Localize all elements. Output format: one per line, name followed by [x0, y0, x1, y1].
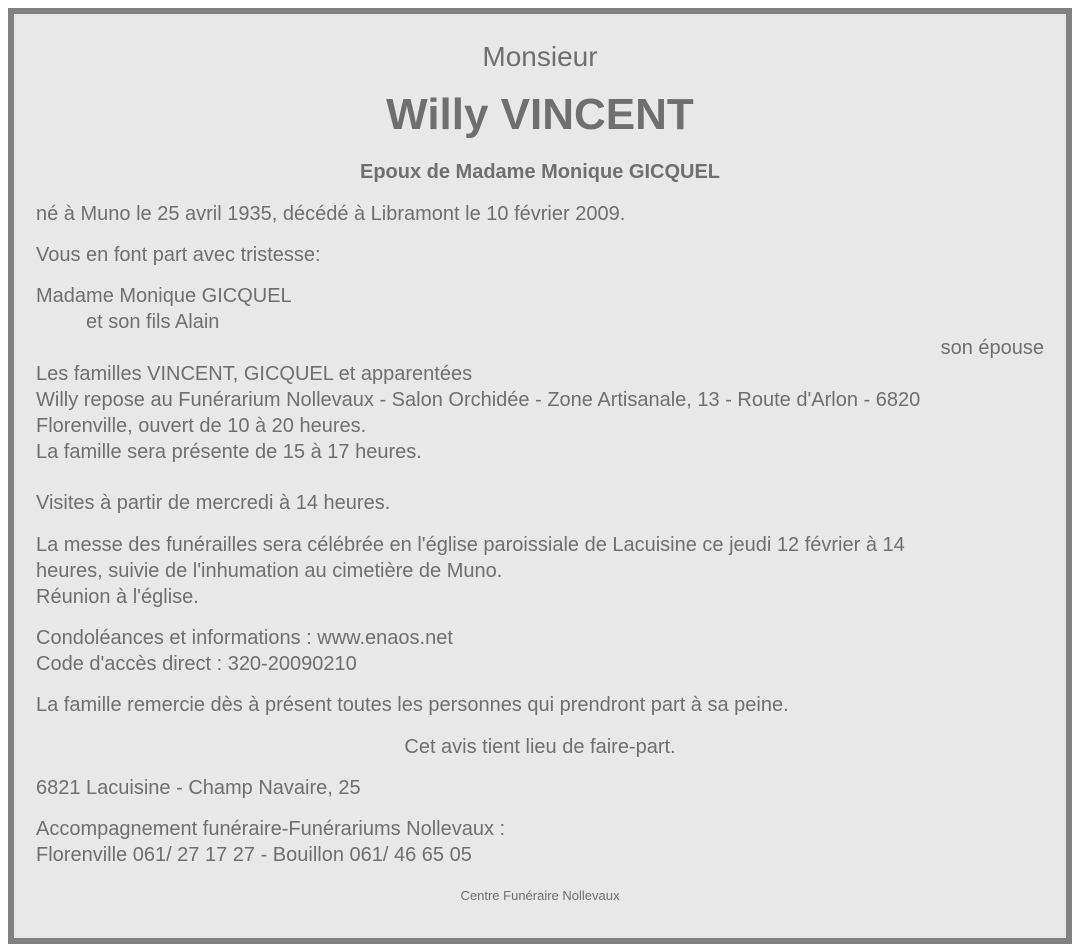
funeral-home-line: Accompagnement funéraire-Funérariums Nollevaux : — [36, 818, 506, 840]
deceased-name: Willy VINCENT — [386, 90, 694, 139]
family-role: son épouse — [940, 337, 1044, 359]
salutation: Monsieur — [482, 41, 598, 72]
faire-part-line: Cet avis tient lieu de faire-part. — [404, 736, 676, 758]
viewing-line: La famille sera présente de 15 à 17 heures. — [36, 441, 422, 463]
birth-death-line: né à Muno le 25 avril 1935, décédé à Libramont le 10 février 2009. — [36, 203, 626, 225]
viewing-line: Florenville, ouvert de 10 à 20 heures. — [36, 415, 367, 437]
family-line: Les familles VINCENT, GICQUEL et apparentées — [36, 363, 473, 385]
mass-line: La messe des funérailles sera célébrée en l'église paroissiale de Lacuisine ce jeudi 12 février à 14 — [36, 534, 905, 556]
family-member: Madame Monique GICQUEL — [36, 285, 292, 307]
thanks-line: La famille remercie dès à présent toutes les personnes qui prendront part à sa peine. — [36, 694, 789, 716]
address-line: 6821 Lacuisine - Champ Navaire, 25 — [36, 777, 361, 799]
family-member-son: et son fils Alain — [86, 311, 220, 333]
condolences-line: Condoléances et informations : www.enaos.net — [36, 627, 453, 649]
viewing-line: Willy repose au Funérarium Nollevaux - Salon Orchidée - Zone Artisanale, 13 - Route d'Arlon - 6820 — [36, 389, 921, 411]
intro-line: Vous en font part avec tristesse: — [36, 244, 321, 266]
visits-line: Visites à partir de mercredi à 14 heures. — [36, 492, 391, 514]
mass-line: Réunion à l'église. — [36, 586, 199, 608]
mass-line: heures, suivie de l'inhumation au cimetière de Muno. — [36, 560, 503, 582]
access-code-line: Code d'accès direct : 320-20090210 — [36, 653, 357, 675]
obituary-notice — [8, 8, 1072, 944]
funeral-home-phones: Florenville 061/ 27 17 27 - Bouillon 061/ 46 65 05 — [36, 844, 472, 866]
footer-credit: Centre Funéraire Nollevaux — [460, 888, 620, 903]
spouse-line: Epoux de Madame Monique GICQUEL — [359, 161, 721, 183]
